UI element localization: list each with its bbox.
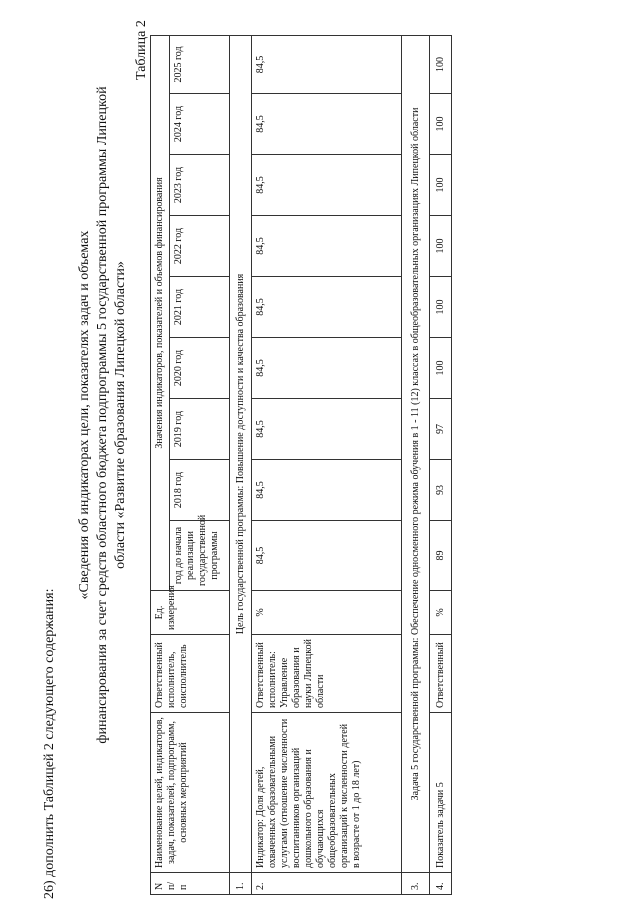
header-year: 2021 год bbox=[170, 277, 230, 338]
title-line: «Сведения об индикаторах цели, показателях задач и объемах bbox=[77, 230, 92, 600]
header-responsible: Ответственный исполнитель, соисполнитель bbox=[151, 635, 230, 713]
indicator-unit: % bbox=[252, 591, 402, 635]
value-cell: 84,5 bbox=[252, 35, 402, 93]
row-num: 3. bbox=[402, 873, 430, 895]
header-year-start: год до начала реализации государственной программы bbox=[170, 521, 230, 591]
table-header-row bbox=[151, 35, 170, 894]
header-year: 2024 год bbox=[170, 94, 230, 155]
value-cell: 100 bbox=[430, 216, 452, 277]
value-cell: 100 bbox=[430, 94, 452, 155]
indicators-table bbox=[150, 35, 452, 895]
goal-text: Цель государственной программы: Повышение доступности и качества образования bbox=[230, 35, 252, 872]
value-cell: 100 bbox=[430, 35, 452, 93]
value-cell: 100 bbox=[430, 338, 452, 399]
value-cell: 89 bbox=[430, 521, 452, 591]
intro-text: 26) дополнить Таблицей 2 следующего содержания: bbox=[42, 588, 57, 899]
header-year: 2020 год bbox=[170, 338, 230, 399]
value-cell: 84,5 bbox=[252, 94, 402, 155]
table-label: Таблица 2 bbox=[134, 20, 149, 80]
header-year: 2025 год bbox=[170, 35, 230, 93]
value-cell: 84,5 bbox=[252, 460, 402, 521]
value-cell: 84,5 bbox=[252, 399, 402, 460]
value-cell: 84,5 bbox=[252, 216, 402, 277]
title-line: области «Развитие образования Липецкой области» bbox=[113, 261, 128, 569]
indicator-name: Показатель задачи 5 bbox=[430, 713, 452, 873]
task-text: Задача 5 государственной программы: Обеспечение односменного режима обучения в 1 - 11 (12) классах в общеобразовательных организациях Липецкой области bbox=[402, 35, 430, 872]
value-cell: 93 bbox=[430, 460, 452, 521]
header-year: 2018 год bbox=[170, 460, 230, 521]
header-values-group: Значения индикаторов, показателей и объемов финансирования bbox=[151, 35, 170, 590]
indicator-name: Индикатор: Доля детей, охваченных образовательными услугами (отношение численности воспитанников организаций дошкольного образования и обучающихся общеобразовательных организаций к численности детей в возрасте от 1 до 18 лет) bbox=[252, 713, 402, 873]
value-cell: 84,5 bbox=[252, 277, 402, 338]
header-name: Наименование целей, индикаторов, задач, показателей, подпрограмм, основных мероприятий bbox=[151, 713, 230, 873]
table-row bbox=[252, 35, 402, 894]
value-cell: 100 bbox=[430, 277, 452, 338]
row-num: 4. bbox=[430, 873, 452, 895]
document-title bbox=[76, 55, 130, 775]
table-row bbox=[230, 35, 252, 894]
value-cell: 100 bbox=[430, 155, 452, 216]
value-cell: 84,5 bbox=[252, 521, 402, 591]
header-unit: Ед. измерения bbox=[151, 591, 230, 635]
indicator-responsible: Ответственный исполнитель: Управление образования и науки Липецкой области bbox=[252, 635, 402, 713]
header-year: 2019 год bbox=[170, 399, 230, 460]
row-num: 1. bbox=[230, 873, 252, 895]
header-num: N п/п bbox=[151, 873, 230, 895]
row-num: 2. bbox=[252, 873, 402, 895]
title-line: финансирования за счет средств областного бюджета подпрограммы 5 государственной программы Липецкой bbox=[95, 86, 110, 744]
table-row bbox=[402, 35, 430, 894]
header-year: 2023 год bbox=[170, 155, 230, 216]
value-cell: 84,5 bbox=[252, 155, 402, 216]
value-cell: 84,5 bbox=[252, 338, 402, 399]
value-cell: 97 bbox=[430, 399, 452, 460]
header-year: 2022 год bbox=[170, 216, 230, 277]
indicator-unit: % bbox=[430, 591, 452, 635]
indicator-responsible: Ответственный bbox=[430, 635, 452, 713]
table-row bbox=[430, 35, 452, 894]
